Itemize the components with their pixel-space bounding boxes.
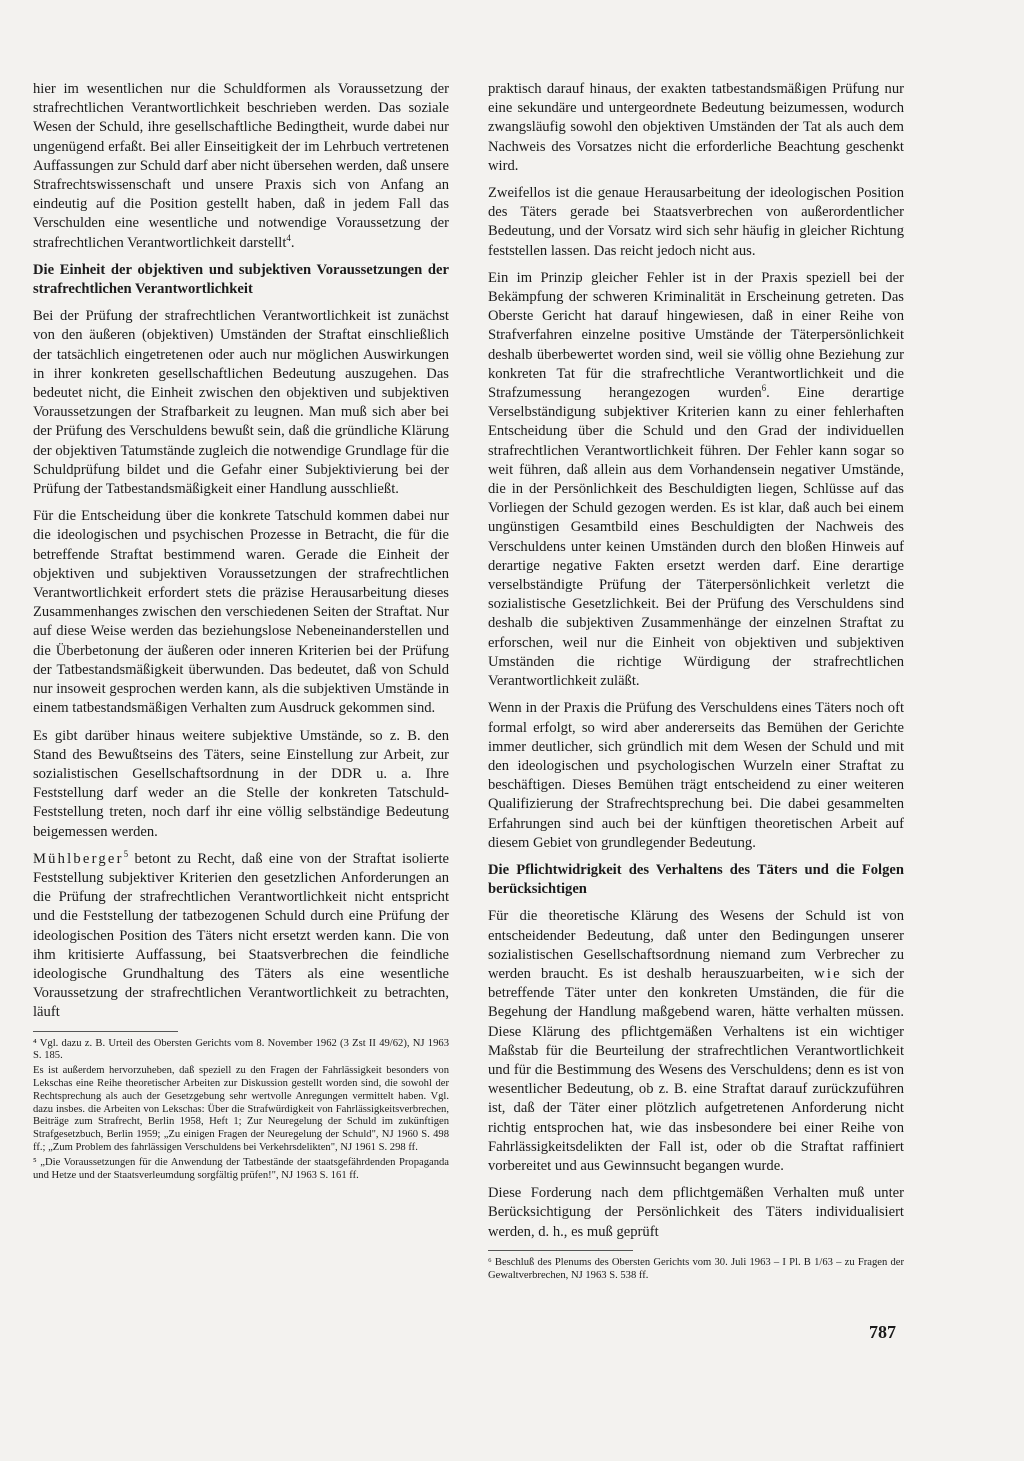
section-heading: Die Pflichtwidrigkeit des Verhaltens des Täters und die Folgen berücksichtigen <box>488 861 904 898</box>
paragraph: Es gibt darüber hinaus weitere subjektive Umstände, so z. B. den Stand des Bewußtseins des Täters, seine Einstellung zur Arbeit, zur sozialistischen Gesellschaftsordnung in der DDR u. a. Ihre Feststellung darf weder an die Stelle der konkreten Tatschuld-Feststellung treten, noch darf ihr eine völlig selbständige Bedeutung beigemessen werden. <box>33 727 449 840</box>
paragraph: Zweifellos ist die genaue Herausarbeitung der ideologischen Position des Täters gerade bei Staatsverbrechen von außerordentlicher Bedeutung, und der Vorsatz wird sich sehr häufig in gleicher Richtung feststellen lassen. Das reicht jedoch nicht aus. <box>488 185 904 259</box>
footnote: ⁴ Vgl. dazu z. B. Urteil des Obersten Gerichts vom 8. November 1962 (3 Zst II 49/62), NJ 1963 S. 185. <box>33 1037 449 1062</box>
paragraph: hier im wesentlichen nur die Schuldformen als Voraussetzung der strafrechtlichen Verantwortlichkeit beschrieben werden. Das soziale Wesen der Schuld, ihre gesellschaftliche Bedingtheit, wurde dabei nur ungenügend erfaßt. Bei aller Einseitigkeit der im Lehrbuch vertretenen Auffassungen zur Schuld darf aber nicht übersehen werden, daß unsere Strafrechtswissenschaft und unsere Praxis sich von Anfang an eindeutig auf die Position gestellt haben, daß in jedem Fall das Verschulden eine wesentliche und notwendige Voraussetzung der strafrechtlichen Verantwortlichkeit darstellt$^4$. <box>33 81 449 251</box>
paragraph: Ein im Prinzip gleicher Fehler ist in der Praxis speziell bei der Bekämpfung der schweren Kriminalität in Erscheinung getreten. Das Oberste Gericht hat darauf hingewiesen, daß in einer Reihe von Strafverfahren einzelne positive Umstände der Täterpersönlichkeit deshalb überbewertet worden sind, weil sie völlig ohne Beziehung zur konkreten Tat für die strafrechtliche Verantwortlichkeit und die Strafzumessung herangezogen wurden$^6$. Eine derartige Verselbständigung subjektiver Kriterien kann zu einer fehlerhaften Entscheidung über die Schuld und den Grad der individuellen strafrechtlichen Verantwortlichkeit führen. Der Fehler kann sogar so weit führen, daß allein aus dem Vorhandensein negativer Umstände, die in der Persönlichkeit des Beschuldigten liegen, Schlüsse auf das Vorliegen der Schuld gezogen werden. Es ist klar, daß auch bei einem ungünstigen Gesamtbild eines Beschuldigten der Nachweis des Verschuldens unter keinen Umständen durch den bloßen Hinweis auf derartige negative Fakten ersetzt werden darf. Eine derartige verselbständigte Prüfung der Täterpersönlichkeit verletzt die sozialistische Gesetzlichkeit. Bei der Prüfung des Verschuldens sind deshalb die subjektiven Zusammenhänge der einzelnen Straftat zu erforschen, weil nur die Einheit von objektiven und subjektiven Umständen die richtige Würdigung der strafrechtlichen Verantwortlichkeit zuläßt. <box>488 269 905 690</box>
section-heading: Die Einheit der objektiven und subjektiven Voraussetzungen der strafrechtlichen Verantwortlichkeit <box>33 261 449 298</box>
author-name: Mühlberger <box>33 850 124 867</box>
right-column <box>488 80 904 1284</box>
footnote: ⁶ Beschluß des Plenums des Obersten Gerichts vom 30. Juli 1963 – I Pl. B 1/63 – zu Fragen der Gewaltverbrechen, NJ 1963 S. 538 ff. <box>488 1256 904 1281</box>
paragraph: Wenn in der Praxis die Prüfung des Verschuldens eines Täters noch oft formal erfolgt, so wird aber andererseits das Bemühen der Gerichte immer deutlicher, sich gründlich mit dem Wesen der Schuld und mit den ideologischen und psychologischen Wurzeln einer Straftat zu beschäftigen. Dieses Bemühen trägt entscheidend zu einer weiteren Qualifizierung der Strafrechtsprechung bei. Die dabei gesammelten Erfahrungen sind auch bei der künftigen theoretischen Arbeit auf diesem Gebiet von grundlegender Bedeutung. <box>488 700 904 851</box>
paragraph: Diese Forderung nach dem pflichtgemäßen Verhalten muß unter Berücksichtigung der Persönlichkeit des Täters individualisiert werden, d. h., es muß geprüft <box>488 1185 904 1240</box>
page-number: 787 <box>869 1322 896 1342</box>
footnote: ⁵ „Die Voraussetzungen für die Anwendung der Tatbestände der staatsgefährdenden Propaganda und Hetze und der Staatsverleumdung sorgfältig prüfen!", NJ 1963 S. 161 ff. <box>33 1156 449 1181</box>
paragraph: Bei der Prüfung der strafrechtlichen Verantwortlichkeit ist zunächst von den äußeren (objektiven) Umständen der Straftat einschließlich der tatsächlich eingetretenen oder auch nur möglichen Auswirkungen in ihrer konkreten gesellschaftlichen Bedeutung auszugehen. Das bedeutet nicht, die Einheit zwischen den objektiven und subjektiven Voraussetzungen der Strafbarkeit zu leugnen. Man muß sich aber bei der Prüfung des Verschuldens bewußt sein, daß die gründliche Klärung der objektiven Tatumstände zugleich die notwendige Grundlage für die Schuldprüfung bildet und die Gefahr einer Subjektivierung bei der Prüfung der Tatbestandsmäßigkeit einer Handlung ausschließt. <box>33 308 449 498</box>
footnote: Es ist außerdem hervorzuheben, daß speziell zu den Fragen der Fahrlässigkeit besonders von Lekschas eine Reihe theoretischer Arbeiten zur Diskussion gestellt worden sind, die sowohl der Rechtsprechung als auch der Gesetzgebung sehr wertvolle Anregungen vermittelt haben. Vgl. dazu insbes. die Arbeiten von Lekschas: Über die Strafwürdigkeit von Fahrlässigkeitsverbrechen, Beiträge zum Strafrecht, Berlin 1958, Heft 1; Zur Neuregelung der Schuld im zukünftigen Strafgesetzbuch, Berlin 1959; „Zu einigen Fragen der Neuregelung der Schuld", NJ 1960 S. 498 ff.; „Zum Problem des fahrlässigen Verschuldens bei Verkehrsdelikten", NJ 1961 S. 298 ff. <box>33 1065 449 1153</box>
left-column <box>33 80 449 1184</box>
paragraph: Für die theoretische Klärung des Wesens der Schuld ist von entscheidender Bedeutung, daß unter den Bedingungen unserer sozialistischen Gesellschaftsordnung niemand zum Verbrecher zu werden braucht. Es ist deshalb herauszuarbeiten, wie sich der betreffende Täter unter den konkreten Umständen, die für die Begehung der Handlung maßgebend waren, hätte verhalten müssen. Diese Klärung des pflichtgemäßen Verhaltens ist ein wichtiger Maßstab für die Beurteilung der strafrechtlichen Verantwortlichkeit und für die Bestimmung des Wesens des Verschuldens; denn es ist von wesentlicher Bedeutung, ob z. B. eine Straftat darauf zurückzuführen ist, daß der Täter einer plötzlich aufgetretenen Anforderung nicht richtig entsprochen hat, wie das insbesondere bei einer Reihe von Fahrlässigkeitsdelikten der Fall ist, oder ob die Straftat raffiniert vorbereitet und aus Gewinnsucht begangen wurde. <box>488 908 904 1174</box>
footnote-rule <box>488 1250 633 1251</box>
paragraph: Mühlberger$^5$ betont zu Recht, daß eine von der Straftat isolierte Feststellung subjektiver Kriterien den gesetzlichen Anforderungen an die Prüfung der strafrechtlichen Verantwortlichkeit nicht entspricht und die Feststellung der tatbezogenen Schuld durch eine Prüfung der ideologischen Position des Täters nicht ersetzt werden kann. Die von ihm kritisierte Auffassung, bei Staatsverbrechen die feindliche ideologische Grundhaltung des Täters als eine wesentliche Voraussetzung der strafrechtlichen Verantwortlichkeit zu betrachten, läuft <box>33 848 449 1021</box>
paragraph: praktisch darauf hinaus, der exakten tatbestandsmäßigen Prüfung nur eine sekundäre und untergeordnete Bedeutung beizumessen, wodurch zwangsläufig sowohl den objektiven Umständen der Tat als auch dem Nachweis des Vorsatzes nicht die erforderliche Beachtung geschenkt wird. <box>488 81 904 174</box>
footnote-rule <box>33 1031 178 1032</box>
paragraph: Für die Entscheidung über die konkrete Tatschuld kommen dabei nur die ideologischen und psychischen Prozesse in Betracht, die für die betreffende Straftat bestimmend waren. Gerade die Einheit der objektiven und subjektiven Voraussetzungen der strafrechtlichen Verantwortlichkeit erfordert stets die präzise Herausarbeitung dieses Zusammenhanges zwischen den verschiedenen Seiten der Straftat. Nur auf diese Weise werden das beziehungslose Nebeneinanderstellen und die Überbetonung der äußeren oder inneren Kriterien bei der Prüfung der Tatbestandsmäßigkeit überwunden. Das bedeutet, daß von Schuld nur insoweit gesprochen werden kann, als die subjektiven Umstände in einem tatbestandsmäßigen Verhalten zum Ausdruck gekommen sind. <box>33 508 449 717</box>
